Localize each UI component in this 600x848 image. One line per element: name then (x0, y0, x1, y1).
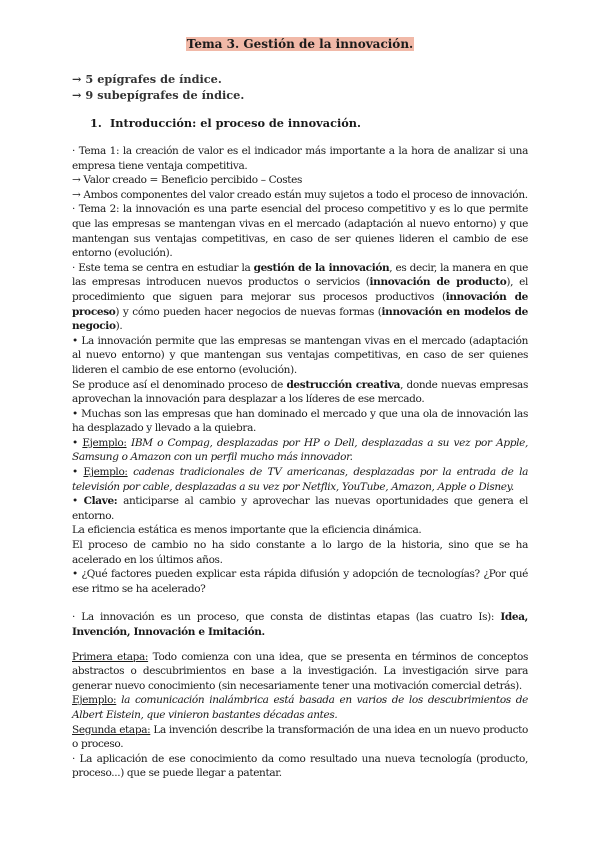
paragraph-tema-1: · Tema 1: la creación de valor es el indicador más importante a la hora de analizar si una empresa tiene ventaja competitiva. (72, 145, 528, 172)
paragraph-clave: • Clave: anticiparse al cambio y aprovechar las nuevas oportunidades que genera el entorno. (72, 495, 528, 522)
paragraph-primera-etapa: Primera etapa: Todo comienza con una idea, que se presenta en términos de conceptos abstractos o descubrimientos en base a la investigación. La investigación sirve para generar nuevo conocimiento (sin necesariamente tener una motivación comercial detrás). (72, 650, 528, 692)
paragraph-cuatro-is: · La innovación es un proceso, que consta de distintas etapas (las cuatro Is): Idea, Invención, Innovación e Imitación. (72, 611, 528, 638)
paragraph-eficiencia: La eficiencia estática es menos importante que la eficiencia dinámica. (72, 524, 422, 537)
paragraph-proceso-cambio: El proceso de cambio no ha sido constante a lo largo de la historia, sino que se ha acelerado en los últimos años. (72, 539, 528, 566)
paragraph-ejemplo-einstein: Ejemplo: la comunicación inalámbrica está basada en varios de los descubrimientos de Albert Eistein, que vinieron bastantes décadas antes. (72, 694, 528, 721)
section-heading (90, 116, 361, 130)
section-label: Introducción: el proceso de innovación. (110, 116, 361, 130)
index-note-epigrafes: → 5 epígrafes de índice. (72, 72, 222, 86)
paragraph-valor-creado: → Valor creado = Beneficio percibido – Costes (72, 174, 303, 187)
paragraph-tema-objetivo: · Este tema se centra en estudiar la gestión de la innovación, es decir, la manera en que las empresas introducen nuevos productos o servicios (innovación de producto), el procedimiento que siguen para mejorar sus procesos productivos (innovación de proceso) y cómo pueden hacer negocios de nuevas formas (innovación en modelos de negocio). (72, 261, 528, 333)
section-number: 1. (90, 116, 102, 130)
paragraph-pregunta-factores: • ¿Qué factores pueden explicar esta rápida difusión y adopción de tecnologías? ¿Por qué ese ritmo se ha acelerado? (72, 568, 528, 595)
paragraph-innovacion-permite: • La innovación permite que las empresas se mantengan vivas en el mercado (adaptación al nuevo entorno) y que mantengan sus ventajas competitivas, en caso de ser quienes lideren el cambio de ese entorno (evolución). (72, 334, 528, 376)
paragraph-destruccion-creativa: Se produce así el denominado proceso de destrucción creativa, donde nuevas empresas aprovechan la innovación para desplazar a los líderes de ese mercado. (72, 378, 528, 406)
document-title: Tema 3. Gestión de la innovación. (186, 37, 414, 51)
document-body (72, 144, 528, 781)
paragraph-ejemplo-tv: • Ejemplo: cadenas tradicionales de TV americanas, desplazadas por la entrada de la televisión por cable, desplazadas a su vez por Netflix, YouTube, Amazon, Apple o Disney. (72, 466, 528, 493)
index-note-subepigrafes: → 9 subepígrafes de índice. (72, 88, 245, 102)
paragraph-componentes: → Ambos componentes del valor creado están muy sujetos a todo el proceso de innovación. (72, 188, 528, 201)
paragraph-aplicacion: · La aplicación de ese conocimiento da como resultado una nueva tecnología (producto, proceso...) que se puede llegar a patentar. (72, 752, 528, 780)
paragraph-segunda-etapa: Segunda etapa: La invención describe la transformación de una idea en un nuevo producto o proceso. (72, 723, 528, 751)
paragraph-ejemplo-ibm: • Ejemplo: IBM o Compag, desplazadas por HP o Dell, desplazadas a su vez por Apple, Samsung o Amazon con un perfil mucho más innovador. (72, 436, 528, 464)
paragraph-empresas-desplazadas: • Muchas son las empresas que han dominado el mercado y que una ola de innovación las ha desplazado y llevado a la quiebra. (72, 407, 528, 435)
paragraph-tema-2: · Tema 2: la innovación es una parte esencial del proceso competitivo y es lo que permite que las empresas se mantengan vivas en el mercado (adaptación al nuevo entorno) y que mantengan sus ventajas competitivas, en caso de ser quienes lideren el cambio de ese entorno (evolución). (72, 203, 528, 260)
